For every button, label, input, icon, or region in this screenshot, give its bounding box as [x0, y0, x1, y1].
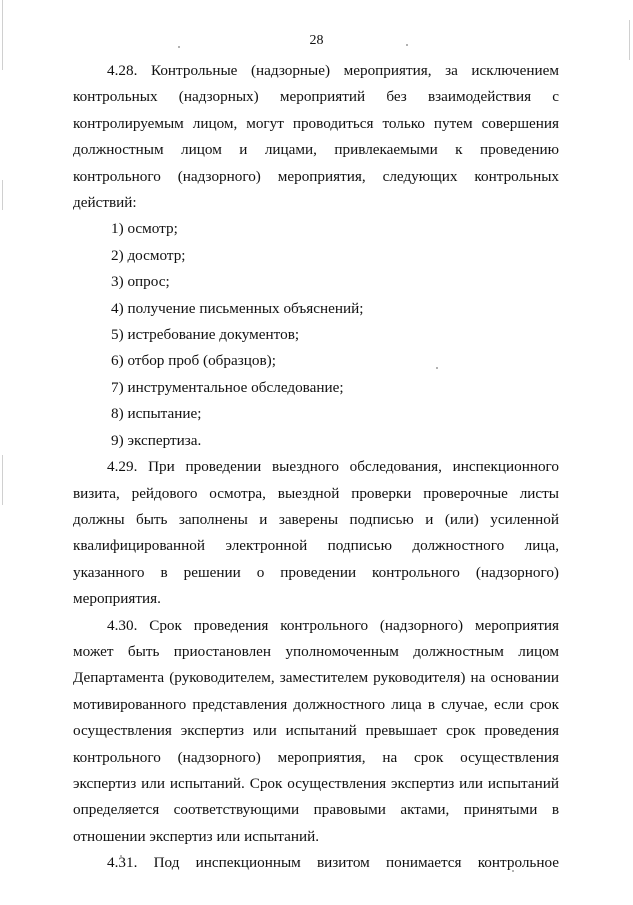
scan-edge-line: [2, 455, 3, 505]
list-item: 2) досмотр;: [111, 246, 186, 264]
document-body: [73, 58, 559, 877]
paragraph-4-28: 4.28. Контрольные (надзорные) мероприятия, за исключением контрольных (надзорных) мероприятий без взаимодействия с контролируемым лицом, могут проводиться только путем совершения должностным лицом и лицами, привлекаемыми к проведению контрольного (надзорного) мероприятия, следующих контрольных действий:: [73, 62, 559, 212]
list-item: 3) опрос;: [111, 273, 170, 291]
list-item: 4) получение письменных объяснений;: [111, 299, 364, 317]
list-item: 7) инструментальное обследование;: [111, 378, 344, 396]
scan-edge-line: [2, 180, 3, 210]
list-item: 9) экспертиза.: [111, 431, 202, 449]
list-item: 6) отбор проб (образцов);: [111, 352, 276, 370]
list-item: 8) испытание;: [111, 405, 202, 423]
page-number: 28: [309, 33, 324, 48]
control-actions-list: [73, 216, 559, 454]
list-item: 1) осмотр;: [111, 220, 178, 238]
list-item: 5) истребование документов;: [111, 326, 300, 344]
paragraph-4-29: 4.29. При проведении выездного обследования, инспекционного визита, рейдового осмотра, выездной проверки проверочные листы должны быть заполнены и заверены подписью и (или) усиленной квалифицированной электронной подписью должностного лица, указанного в решении о проведении контрольного (надзорного) мероприятия.: [73, 458, 559, 608]
paragraph-4-31: 4.31. Под инспекционным визитом понимается контрольное: [107, 854, 559, 872]
paragraph-4-30: 4.30. Срок проведения контрольного (надзорного) мероприятия может быть приостановлен уполномоченным должностным лицом Департамента (руководителем, заместителем руководителя) на основании мотивированного представления должностного лица в случае, если срок осуществления экспертиз или испытаний превышает срок проведения контрольного (надзорного) мероприятия, на срок осуществления экспертиз или испытаний. Срок осуществления экспертиз или испытаний определяется соответствующими правовыми актами, принятыми в отношении экспертиз или испытаний.: [73, 616, 559, 845]
